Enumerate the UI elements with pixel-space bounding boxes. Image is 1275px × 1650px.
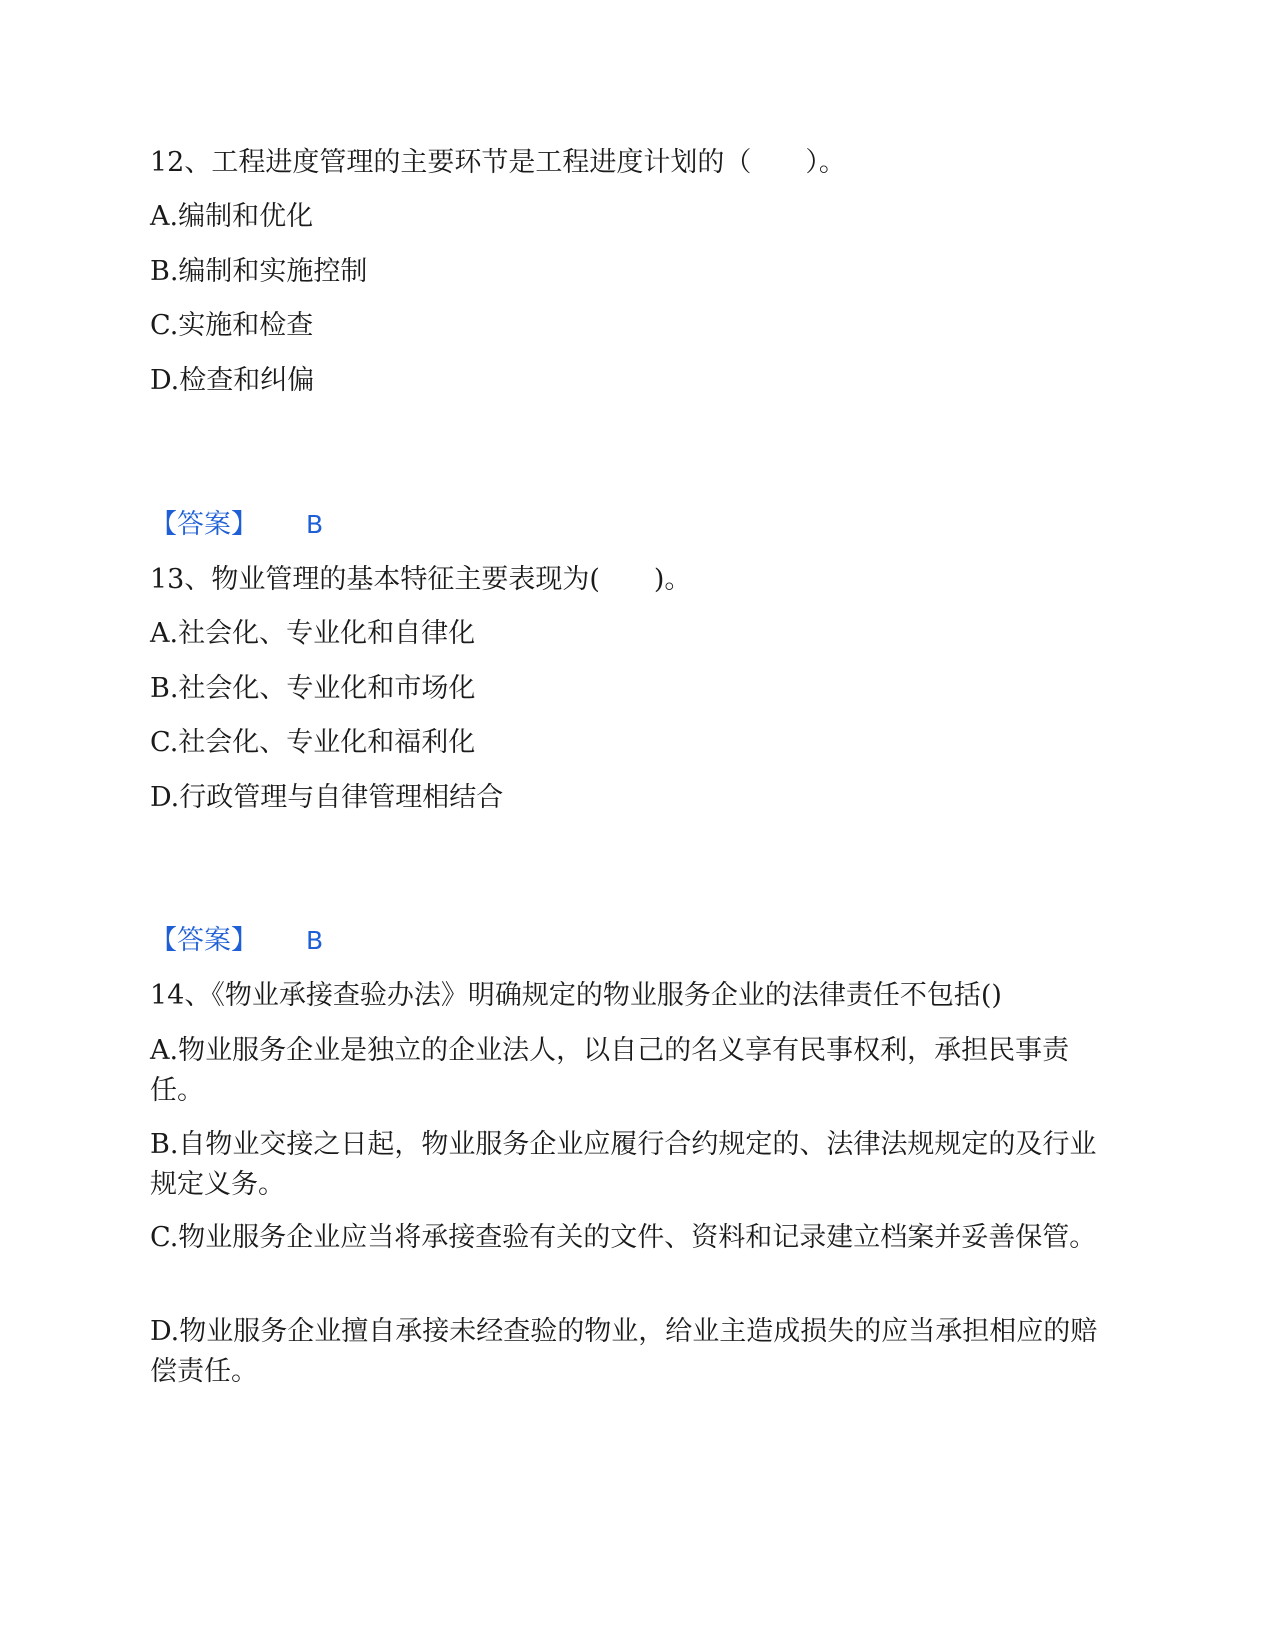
question-12-stem: 12、工程进度管理的主要环节是工程进度计划的（ ）。 <box>150 147 846 178</box>
question-13-answer <box>150 921 1110 961</box>
question-14-option-d: D.物业服务企业擅自承接未经查验的物业，给业主造成损失的应当承担相应的赔偿责任。 <box>150 1316 1098 1387</box>
question-12-option-a: A.编制和优化 <box>150 201 314 232</box>
question-14-option-b: B.自物业交接之日起，物业服务企业应履行合约规定的、法律法规规定的及行业规定义务。 <box>150 1129 1097 1200</box>
answer-label: 【答案】 <box>150 509 258 540</box>
question-12-option-c: C.实施和检查 <box>150 310 314 341</box>
question-13-option-b: B.社会化、专业化和市场化 <box>150 673 476 704</box>
question-14-stem: 14、《物业承接查验办法》明确规定的物业服务企业的法律责任不包括() <box>150 980 1002 1011</box>
answer-label: 【答案】 <box>150 925 258 956</box>
answer-value: B <box>306 926 324 955</box>
question-14-option-c: C.物业服务企业应当将承接查验有关的文件、资料和记录建立档案并妥善保管。 <box>150 1222 1097 1253</box>
question-12-answer <box>150 505 1110 545</box>
question-12-option-d: D.检查和纠偏 <box>150 365 315 396</box>
question-13-option-a: A.社会化、专业化和自律化 <box>150 618 476 649</box>
question-14-option-a: A.物业服务企业是独立的企业法人，以自己的名义享有民事权利，承担民事责任。 <box>150 1035 1070 1106</box>
question-13-option-c: C.社会化、专业化和福利化 <box>150 727 476 758</box>
question-13-stem: 13、物业管理的基本特征主要表现为( )。 <box>150 564 692 595</box>
answer-value: B <box>306 510 324 539</box>
question-13-option-d: D.行政管理与自律管理相结合 <box>150 782 504 813</box>
question-12-option-b: B.编制和实施控制 <box>150 256 368 287</box>
